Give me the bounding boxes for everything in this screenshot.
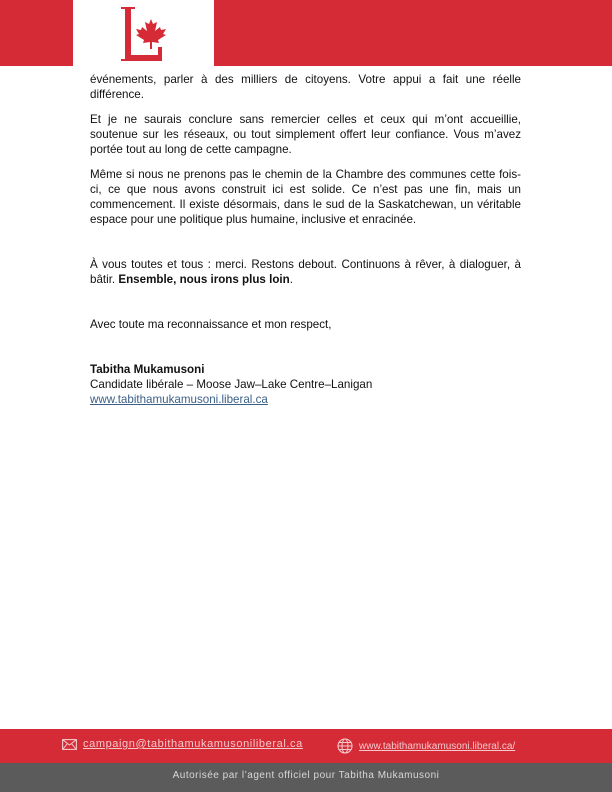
footer-website[interactable]	[337, 738, 515, 754]
paragraph-3: Même si nous ne prenons pas le chemin de la Chambre des communes cette fois-ci, ce que nous avons construit ici est solide. Ce n’est pas une fin, mais un commencement. Il existe désormais, dans le sud de la Saskatchewan, un véritable espace pour une politique plus humaine, inclusive et enracinée.	[90, 168, 521, 226]
footer-contact-bar	[0, 729, 612, 763]
closing-line: Avec toute ma reconnaissance et mon respect,	[90, 318, 332, 331]
liberal-logo-icon	[118, 5, 170, 63]
logo-box	[73, 0, 214, 66]
paragraph-4-end: .	[289, 273, 293, 286]
paragraph-4-text: À vous toutes et tous : merci. Restons debout. Continuons à rêver, à dialoguer, à bâtir.	[90, 258, 521, 286]
paragraph-2: Et je ne saurais conclure sans remercier celles et ceux qui m’ont accueillie, soutenue sur les réseaux, ou tout simplement offert leur confiance. Vous m’avez portée tout au long de cette campagne.	[90, 113, 521, 156]
footer-authorization: Autorisée par l’agent officiel pour Tabitha Mukamusoni	[0, 763, 612, 792]
paragraph-1: événements, parler à des milliers de citoyens. Votre appui a fait une réelle différence.	[90, 73, 521, 101]
envelope-icon	[62, 739, 77, 750]
signature-title: Candidate libérale – Moose Jaw–Lake Centre–Lanigan	[90, 378, 373, 391]
signature-website-link[interactable]: www.tabithamukamusoni.liberal.ca	[90, 393, 268, 406]
letter-body	[90, 72, 521, 407]
footer-email-text: campaign@tabithamukamusoniliberal.ca	[83, 738, 303, 750]
footer-email[interactable]	[62, 738, 303, 750]
paragraph-4	[90, 257, 521, 287]
globe-icon	[337, 738, 353, 754]
paragraph-4-bold: Ensemble, nous irons plus loin	[118, 273, 290, 286]
footer-website-text: www.tabithamukamusoni.liberal.ca/	[359, 740, 516, 752]
signature-name: Tabitha Mukamusoni	[90, 363, 205, 376]
signature-block	[90, 362, 521, 407]
